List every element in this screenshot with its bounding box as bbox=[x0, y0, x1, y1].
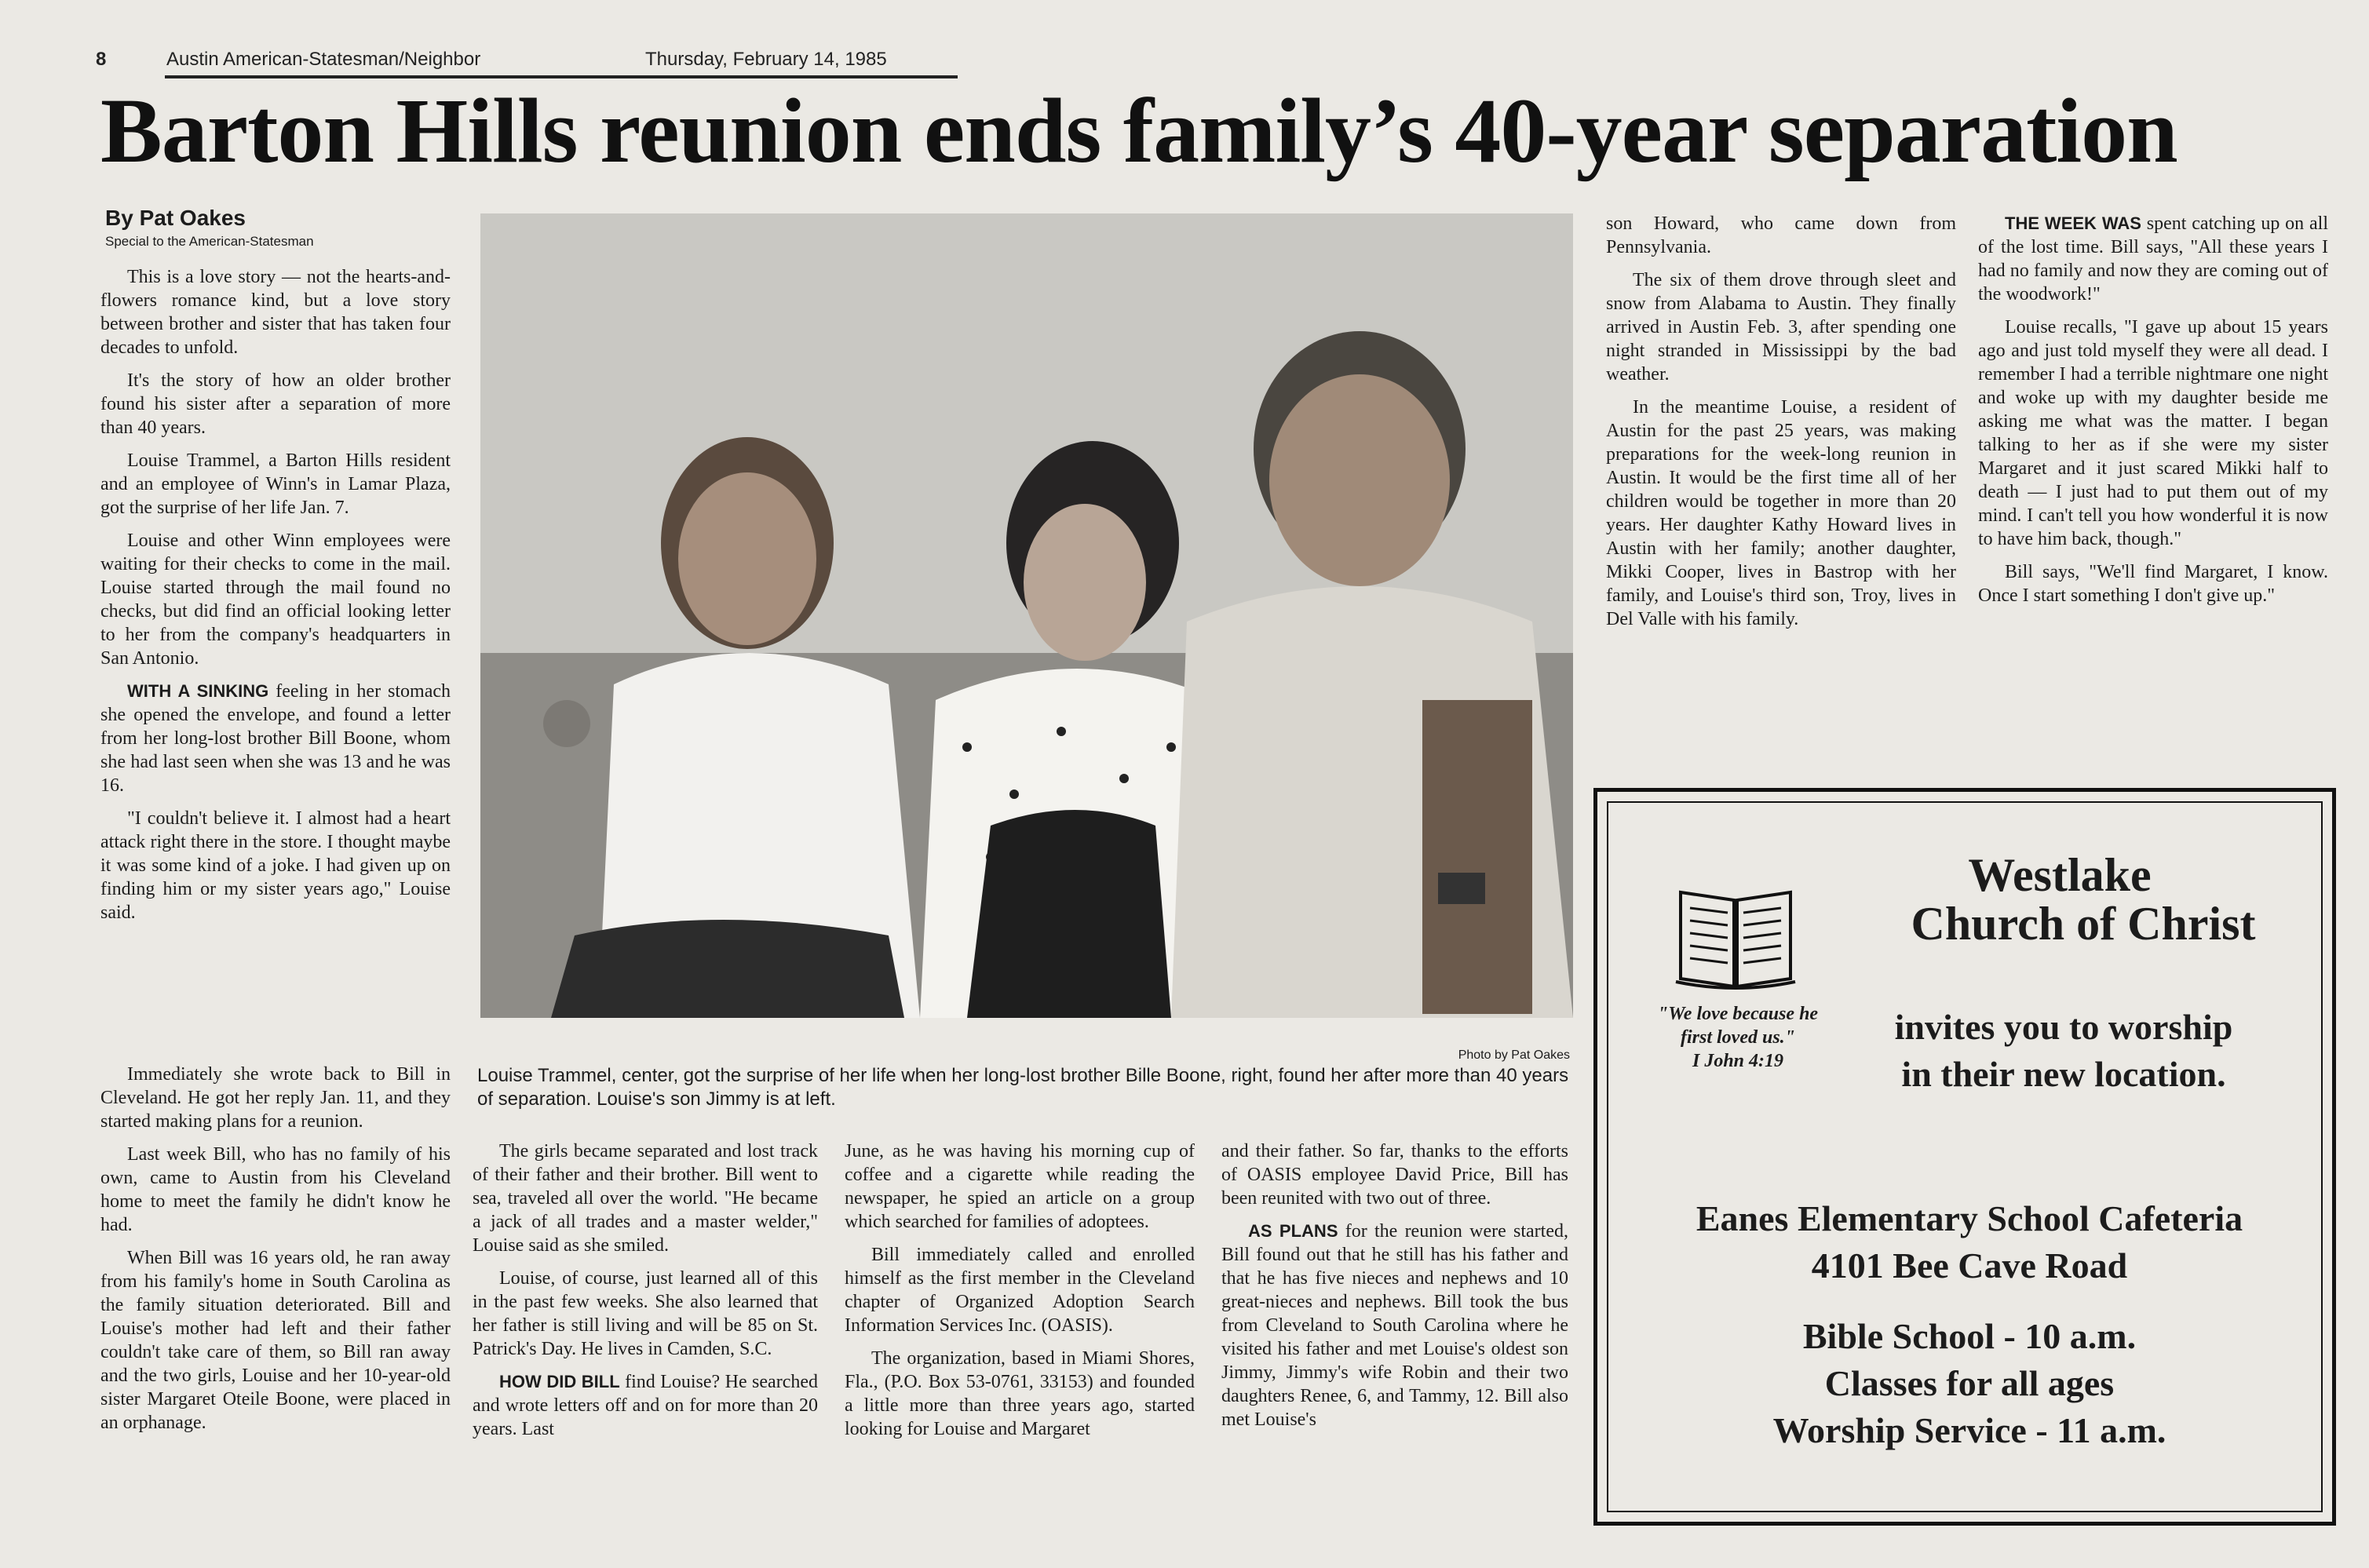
paragraph bbox=[1221, 1220, 1568, 1431]
paragraph: son Howard, who came down from Pennsylvania. bbox=[1606, 213, 1956, 257]
paragraph-text: spent catching up on all of the lost time. Bill says, "All these years I had no family and now they are coming out of the woodwork!" bbox=[1978, 213, 2328, 304]
subhead-lead: AS PLANS bbox=[1248, 1221, 1338, 1241]
subhead-lead: THE WEEK WAS bbox=[2005, 213, 2141, 233]
paragraph: and their father. So far, thanks to the efforts of OASIS employee David Price, Bill has been reunited with two out of three. bbox=[1221, 1141, 1568, 1209]
photo-illustration bbox=[480, 213, 1573, 1018]
paragraph: In the meantime Louise, a resident of Austin for the past 25 years, was making preparations for the week-long reunion in Austin. It would be the first time all of her children would be together in more than 20 years. Her daughter Kathy Howard lives in Austin with her family; another daughter, Mikki Cooper, lives in Bastrop with her family, and Louise's third son, Troy, lives in Del Valle with his family. bbox=[1606, 397, 1956, 629]
paragraph: The organization, based in Miami Shores, Fla., (P.O. Box 53-0761, 33153) and founded a little more than three years ago, started looking for Louise and Margaret bbox=[845, 1348, 1195, 1439]
ad-inner-border bbox=[1607, 801, 2323, 1512]
folio-rule bbox=[165, 75, 958, 78]
article-column-2 bbox=[473, 1140, 818, 1450]
ad-location bbox=[1640, 1195, 2299, 1289]
paragraph-text: for the reunion were started, Bill found out that he still has his father and that he has five nieces and nephews and 10 great-nieces and nephews. Bill took the bus from Cleveland to South Carolina where he visited his father and met Louise's oldest son Jimmy, Jimmy's wife Robin and their two daughters Renee, 6, and Tammy, 12. Bill also met Louise's bbox=[1221, 1221, 1568, 1430]
article-column-1 bbox=[100, 265, 451, 934]
open-bible-icon bbox=[1673, 877, 1798, 994]
folio-line bbox=[96, 46, 959, 74]
paragraph bbox=[1978, 212, 2328, 306]
paragraph: Bill says, "We'll find Margaret, I know. Once I start something I don't give up." bbox=[1978, 562, 2328, 606]
paragraph: Louise recalls, "I gave up about 15 years ago and just told myself they were all dead. I remember I had a terrible nightmare one night and woke up with my daughter beside me asking me what was the matter. I began talking to her as if she were my sister Margaret and it just scared Mikki half to death — I just had to put them out of my mind. I can't tell you how wonderful it is now to have him back, though." bbox=[1978, 317, 2328, 549]
paragraph: The six of them drove through sleet and snow from Alabama to Austin. They finally arrived in Austin Feb. 3, after spending one night stranded in Mississippi by the bad weather. bbox=[1606, 270, 1956, 385]
verse-line: first loved us." bbox=[1681, 1027, 1795, 1048]
verse-line: "We love because he bbox=[1657, 1004, 1819, 1024]
paragraph bbox=[473, 1370, 818, 1441]
article-column-6 bbox=[1978, 212, 2328, 617]
ad-scripture-verse bbox=[1640, 1002, 1836, 1073]
subhead-lead: WITH A SINKING bbox=[127, 681, 269, 701]
ad-schedule bbox=[1640, 1313, 2299, 1454]
headline: Barton Hills reunion ends family’s 40-year separation bbox=[100, 79, 2177, 182]
photo-credit: Photo by Pat Oakes bbox=[1458, 1048, 1570, 1062]
byline-note: Special to the American-Statesman bbox=[105, 234, 314, 249]
ad-title-line-1: Westlake bbox=[1968, 849, 2152, 901]
paragraph: This is a love story — not the hearts-and-flowers romance kind, but a love story between brother and sister that has taken four decades to unfold. bbox=[100, 267, 451, 358]
paragraph: "I couldn't believe it. I almost had a heart attack right there in the store. I thought maybe it was some kind of a joke. I had given up on finding him or my sister years ago," Louise said. bbox=[100, 808, 451, 923]
paragraph: Louise and other Winn employees were waiting for their checks to come in the mail. Louise started through the mail found no checks, but did find an official looking letter to her from the company's headquarters in San Antonio. bbox=[100, 531, 451, 669]
schedule-line: Bible School - 10 a.m. bbox=[1802, 1316, 2137, 1356]
paragraph-text: find Louise? He searched and wrote letters off and on for more than 20 years. Last bbox=[473, 1372, 818, 1439]
issue-date: Thursday, February 14, 1985 bbox=[645, 49, 887, 70]
article-column-3 bbox=[845, 1140, 1195, 1450]
paragraph bbox=[100, 680, 451, 797]
paragraph: Louise Trammel, a Barton Hills resident and an employee of Winn's in Lamar Plaza, got the surprise of her life Jan. 7. bbox=[100, 450, 451, 518]
invite-line: invites you to worship bbox=[1894, 1007, 2233, 1047]
schedule-line: Classes for all ages bbox=[1824, 1363, 2115, 1403]
byline: By Pat Oakes bbox=[105, 206, 246, 230]
paragraph: Bill immediately called and enrolled himself as the first member in the Cleveland chapter of Organized Adoption Search Information Services Inc. (OASIS). bbox=[845, 1245, 1195, 1336]
paragraph: Last week Bill, who has no family of his own, came to Austin from his Cleveland home to meet the family he didn't know he had. bbox=[100, 1144, 451, 1235]
family-photo bbox=[480, 213, 1573, 1018]
paragraph-text: feeling in her stomach she opened the envelope, and found a letter from her long-lost brother Bill Boone, whom she had last seen when she was 13 and he was 16. bbox=[100, 681, 451, 796]
paragraph: When Bill was 16 years old, he ran away from his family's home in South Carolina as the family situation deteriorated. Bill and Louise's mother had left and their father couldn't take care of them, so Bill ran away and the two girls, Louise and her 10-year-old sister Margaret Oteile Boone, were placed in an orphanage. bbox=[100, 1248, 451, 1433]
paragraph: The girls became separated and lost track of their father and their brother. Bill went to sea, traveled all over the world. "He became a jack of all trades and a master welder," Louise said as she smiled. bbox=[473, 1141, 818, 1256]
paragraph: It's the story of how an older brother found his sister after a separation of more than 40 years. bbox=[100, 370, 451, 438]
paragraph: June, as he was having his morning cup of coffee and a cigarette while reading the newspaper, he spied an article on a group which searched for families of adoptees. bbox=[845, 1141, 1195, 1232]
ad-title-line-2: Church of Christ bbox=[1911, 898, 2256, 950]
invite-line: in their new location. bbox=[1901, 1054, 2226, 1094]
location-line: 4101 Bee Cave Road bbox=[1811, 1245, 2128, 1285]
article-column-4 bbox=[1221, 1140, 1568, 1441]
location-line: Eanes Elementary School Cafeteria bbox=[1696, 1198, 2243, 1238]
paragraph: Louise, of course, just learned all of this in the past few weeks. She also learned that her father is still living and will be 85 on St. Patrick's Day. He lives in Camden, S.C. bbox=[473, 1268, 818, 1359]
article-column-1-lower bbox=[100, 1063, 451, 1444]
subhead-lead: HOW DID BILL bbox=[499, 1372, 620, 1391]
article-column-5 bbox=[1606, 212, 1956, 640]
church-advertisement bbox=[1593, 788, 2336, 1526]
publication-name: Austin American-Statesman/Neighbor bbox=[166, 49, 481, 70]
schedule-line: Worship Service - 11 a.m. bbox=[1772, 1410, 2166, 1450]
paragraph: Immediately she wrote back to Bill in Cleveland. He got her reply Jan. 11, and they started making plans for a reunion. bbox=[100, 1064, 451, 1132]
page-number: 8 bbox=[96, 49, 107, 70]
verse-reference: I John 4:19 bbox=[1692, 1051, 1784, 1071]
ad-invitation bbox=[1852, 1004, 2276, 1098]
photo-caption: Louise Trammel, center, got the surprise of her life when her long-lost brother Bille Boone, right, found her after more than 40 years of separation. Louise's son Jimmy is at left. bbox=[477, 1065, 1569, 1110]
